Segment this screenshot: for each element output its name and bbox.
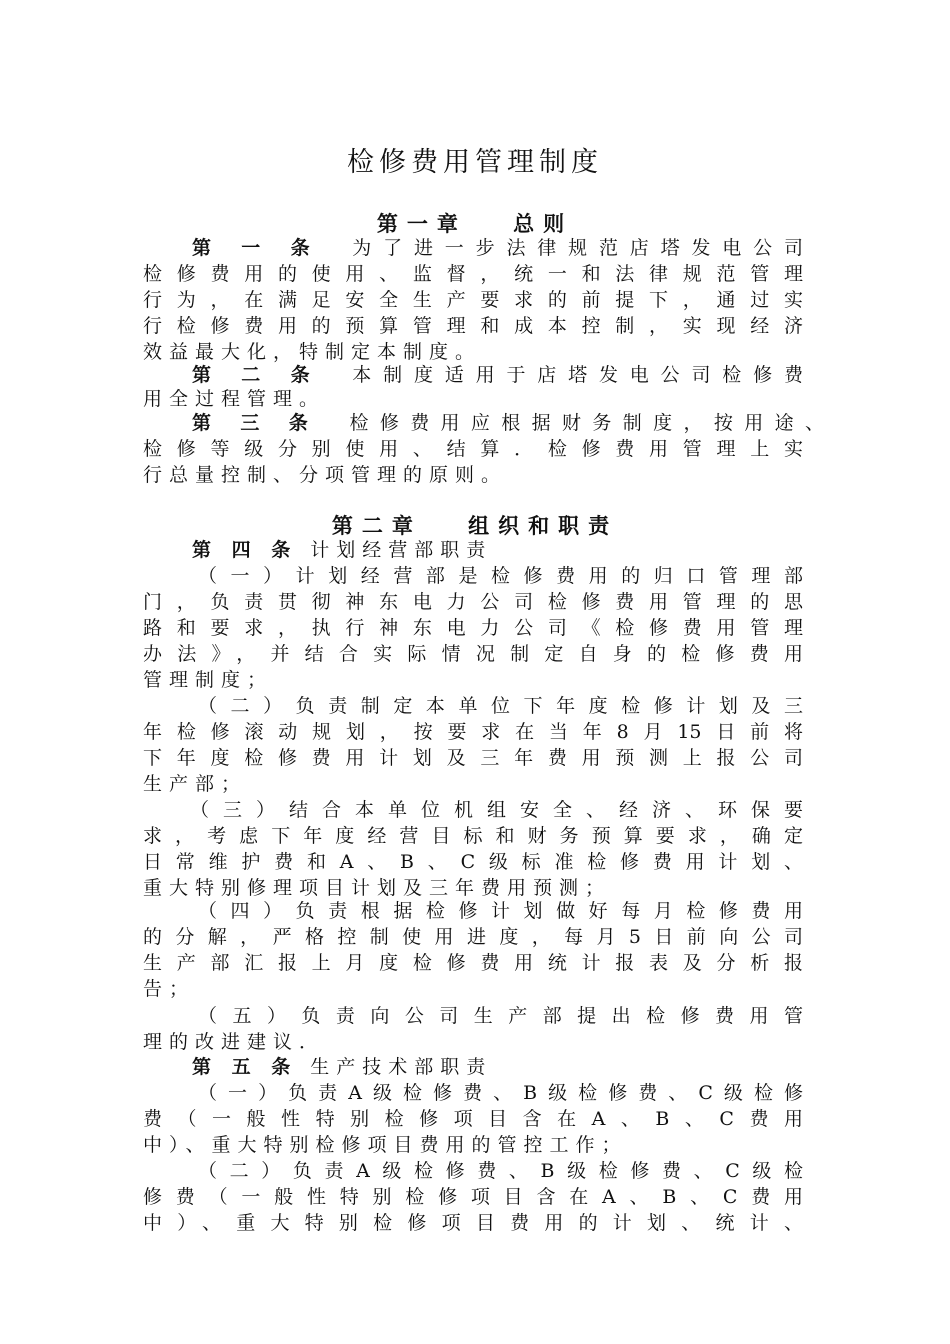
article-3-heading: 第 三 条 (192, 412, 320, 434)
article-4-line: 第 四 条 计划经营部职责 (192, 539, 493, 561)
article-4-item-2-line: 下年度检修费用计划及三年费用预测上报公司 (143, 747, 803, 769)
article-5-item-2-line: 修费（一般性特别检修项目含在A、B、C费用 (143, 1186, 803, 1208)
article-4-item-4-line: 生产部汇报上月度检修费用统计报表及分析报 (143, 952, 803, 974)
article-4-item-2-line: 年检修滚动规划，按要求在当年8月15日前将 (143, 721, 803, 743)
article-2-heading: 第 二 条 (192, 364, 322, 386)
article-2-line: 第 二 条 本制度适用于店塔发电公司检修费 (192, 364, 803, 386)
article-5-line: 第 五 条 生产技术部职责 (192, 1056, 493, 1078)
article-1-line: 行检修费用的预算管理和成本控制，实现经济 (143, 315, 803, 337)
article-4-item-1-line: 路和要求，执行神东电力公司《检修费用管理 (143, 617, 803, 639)
article-3-line: 第 三 条 检修费用应根据财务制度，按用途、 (192, 412, 824, 434)
article-5-item-1-line: （一）负责A级检修费、B级检修费、C级检修 (198, 1082, 803, 1104)
article-1-heading: 第 一 条 (192, 237, 322, 259)
article-4-item-4-line: 的分解，严格控制使用进度，每月5日前向公司 (143, 926, 803, 948)
article-5-item-2-line: （二）负责A级检修费、B级检修费、C级检 (198, 1160, 803, 1182)
article-4-item-1-line: （一）计划经营部是检修费用的归口管理部 (198, 565, 803, 587)
article-4-item-2-line: （二）负责制定本单位下年度检修计划及三 (198, 695, 803, 717)
article-4-item-1-line: 办法》，并结合实际情况制定自身的检修费用 (143, 643, 803, 665)
article-4-item-5-line: （五）负责向公司生产部提出检修费用管 (198, 1005, 803, 1027)
article-2-line: 用全过程管理。 (143, 388, 326, 410)
article-4-item-5-line: 理的改进建议． (143, 1031, 326, 1053)
article-4-item-3-line: 求，考虑下年度经营目标和财务预算要求，确定 (143, 825, 803, 847)
article-4-item-4-line: 告； (143, 978, 196, 1000)
article-1-line: 第 一 条 为了进一步法律规范店塔发电公司 (192, 237, 803, 259)
article-4-item-1-line: 管理制度； (143, 669, 274, 691)
article-4-item-2-line: 生产部； (143, 773, 248, 795)
article-5-heading: 第 五 条 (192, 1056, 298, 1078)
article-4-item-4-line: （四）负责根据检修计划做好每月检修费用 (198, 900, 803, 922)
article-1-line: 效益最大化，特制定本制度。 (143, 341, 482, 363)
article-5-item-1-line: 费（一般性特别检修项目含在A、B、C费用 (143, 1108, 803, 1130)
article-5-item-1-line: 中）、重大特别检修项目费用的管控工作； (143, 1134, 628, 1156)
article-4-item-3-line: 日常维护费和A、B、C级标准检修费用计划、 (143, 851, 803, 873)
article-5-item-2-line: 中）、重大特别检修项目费用的计划、统计、 (143, 1212, 803, 1234)
article-4-item-1-line: 门，负责贯彻神东电力公司检修费用管理的思 (143, 591, 803, 613)
article-1-line: 检修费用的使用、监督，统一和法律规范管理 (143, 263, 803, 285)
article-3-line: 检修等级分别使用、结算．检修费用管理上实 (143, 438, 803, 460)
article-4-item-3-line: （三）结合本单位机组安全、经济、环保要 (190, 799, 803, 821)
document-title: 检修费用管理制度 (347, 147, 603, 178)
chapter-2-heading: 第二章 组织和职责 (331, 513, 619, 538)
article-3-line: 行总量控制、分项管理的原则。 (143, 464, 508, 486)
chapter-1-heading: 第一章 总则 (376, 211, 574, 236)
article-4-heading: 第 四 条 (192, 539, 298, 561)
article-1-line: 行为，在满足安全生产要求的前提下，通过实 (143, 289, 803, 311)
article-4-item-3-line: 重大特别修理项目计划及三年费用预测； (143, 877, 612, 899)
